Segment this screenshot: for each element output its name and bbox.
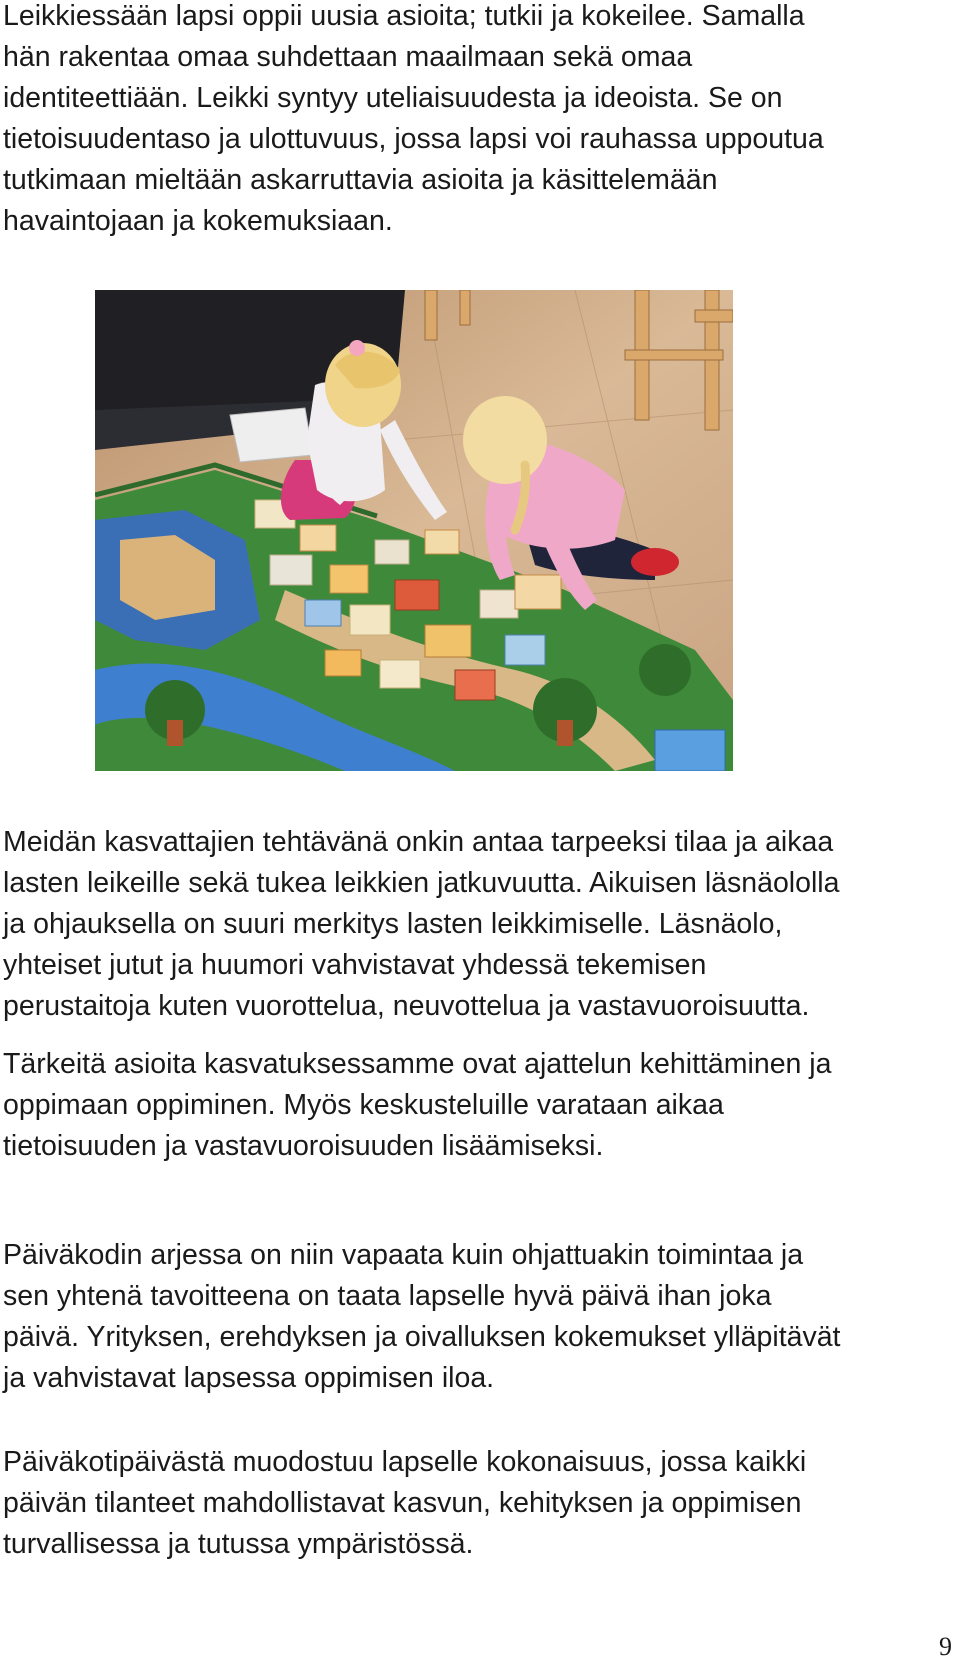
paragraph-educators: Meidän kasvattajien tehtävänä onkin antaa tarpeeksi tilaa ja aikaa lasten leikeille sekä tukea leikkien jatkuvuutta. Aikuisen läsnäololla ja ohjauksella on suuri merkitys lasten leikkimiselle. Läsnäolo, yhteiset jutut ja huumori vahvistavat yhdessä tekemisen perustaitoja kuten vuorottelua, neuvottelua ja vastavuoroisuutta. <box>3 826 840 1022</box>
paragraph-daily-life: Päiväkodin arjessa on niin vapaata kuin ohjattuakin toimintaa ja sen yhtenä tavoitteena on taata lapselle hyvä päivä ihan joka päivä. Yrityksen, erehdyksen ja oivalluksen kokemukset ylläpitävät ja vahvistavat lapsessa oppimisen iloa. <box>3 1239 841 1394</box>
paragraph-intro: Leikkiessään lapsi oppii uusia asioita; tutkii ja kokeilee. Samalla hän rakentaa omaa suhdettaan maailmaan sekä omaa identiteettiään. Leikki syntyy uteliaisuudesta ja ideoista. Se on tietoisuudentaso ja ulottuvuus, jossa lapsi voi rauhassa uppoutua tutkimaan mieltään askarruttavia asioita ja käsittelemään havaintojaan ja kokemuksiaan. <box>3 0 824 237</box>
page-number: 9 <box>939 1632 952 1661</box>
paragraph-important-things: Tärkeitä asioita kasvatuksessamme ovat ajattelun kehittäminen ja oppimaan oppiminen. Myös keskusteluille varataan aikaa tietoisuuden ja vastavuoroisuuden lisäämiseksi. <box>3 1048 832 1162</box>
children-puzzle-photo <box>95 290 733 771</box>
paragraph-whole-day: Päiväkotipäivästä muodostuu lapselle kokonaisuus, jossa kaikki päivän tilanteet mahdollistavat kasvun, kehityksen ja oppimisen turvallisessa ja tutussa ympäristössä. <box>3 1446 807 1560</box>
